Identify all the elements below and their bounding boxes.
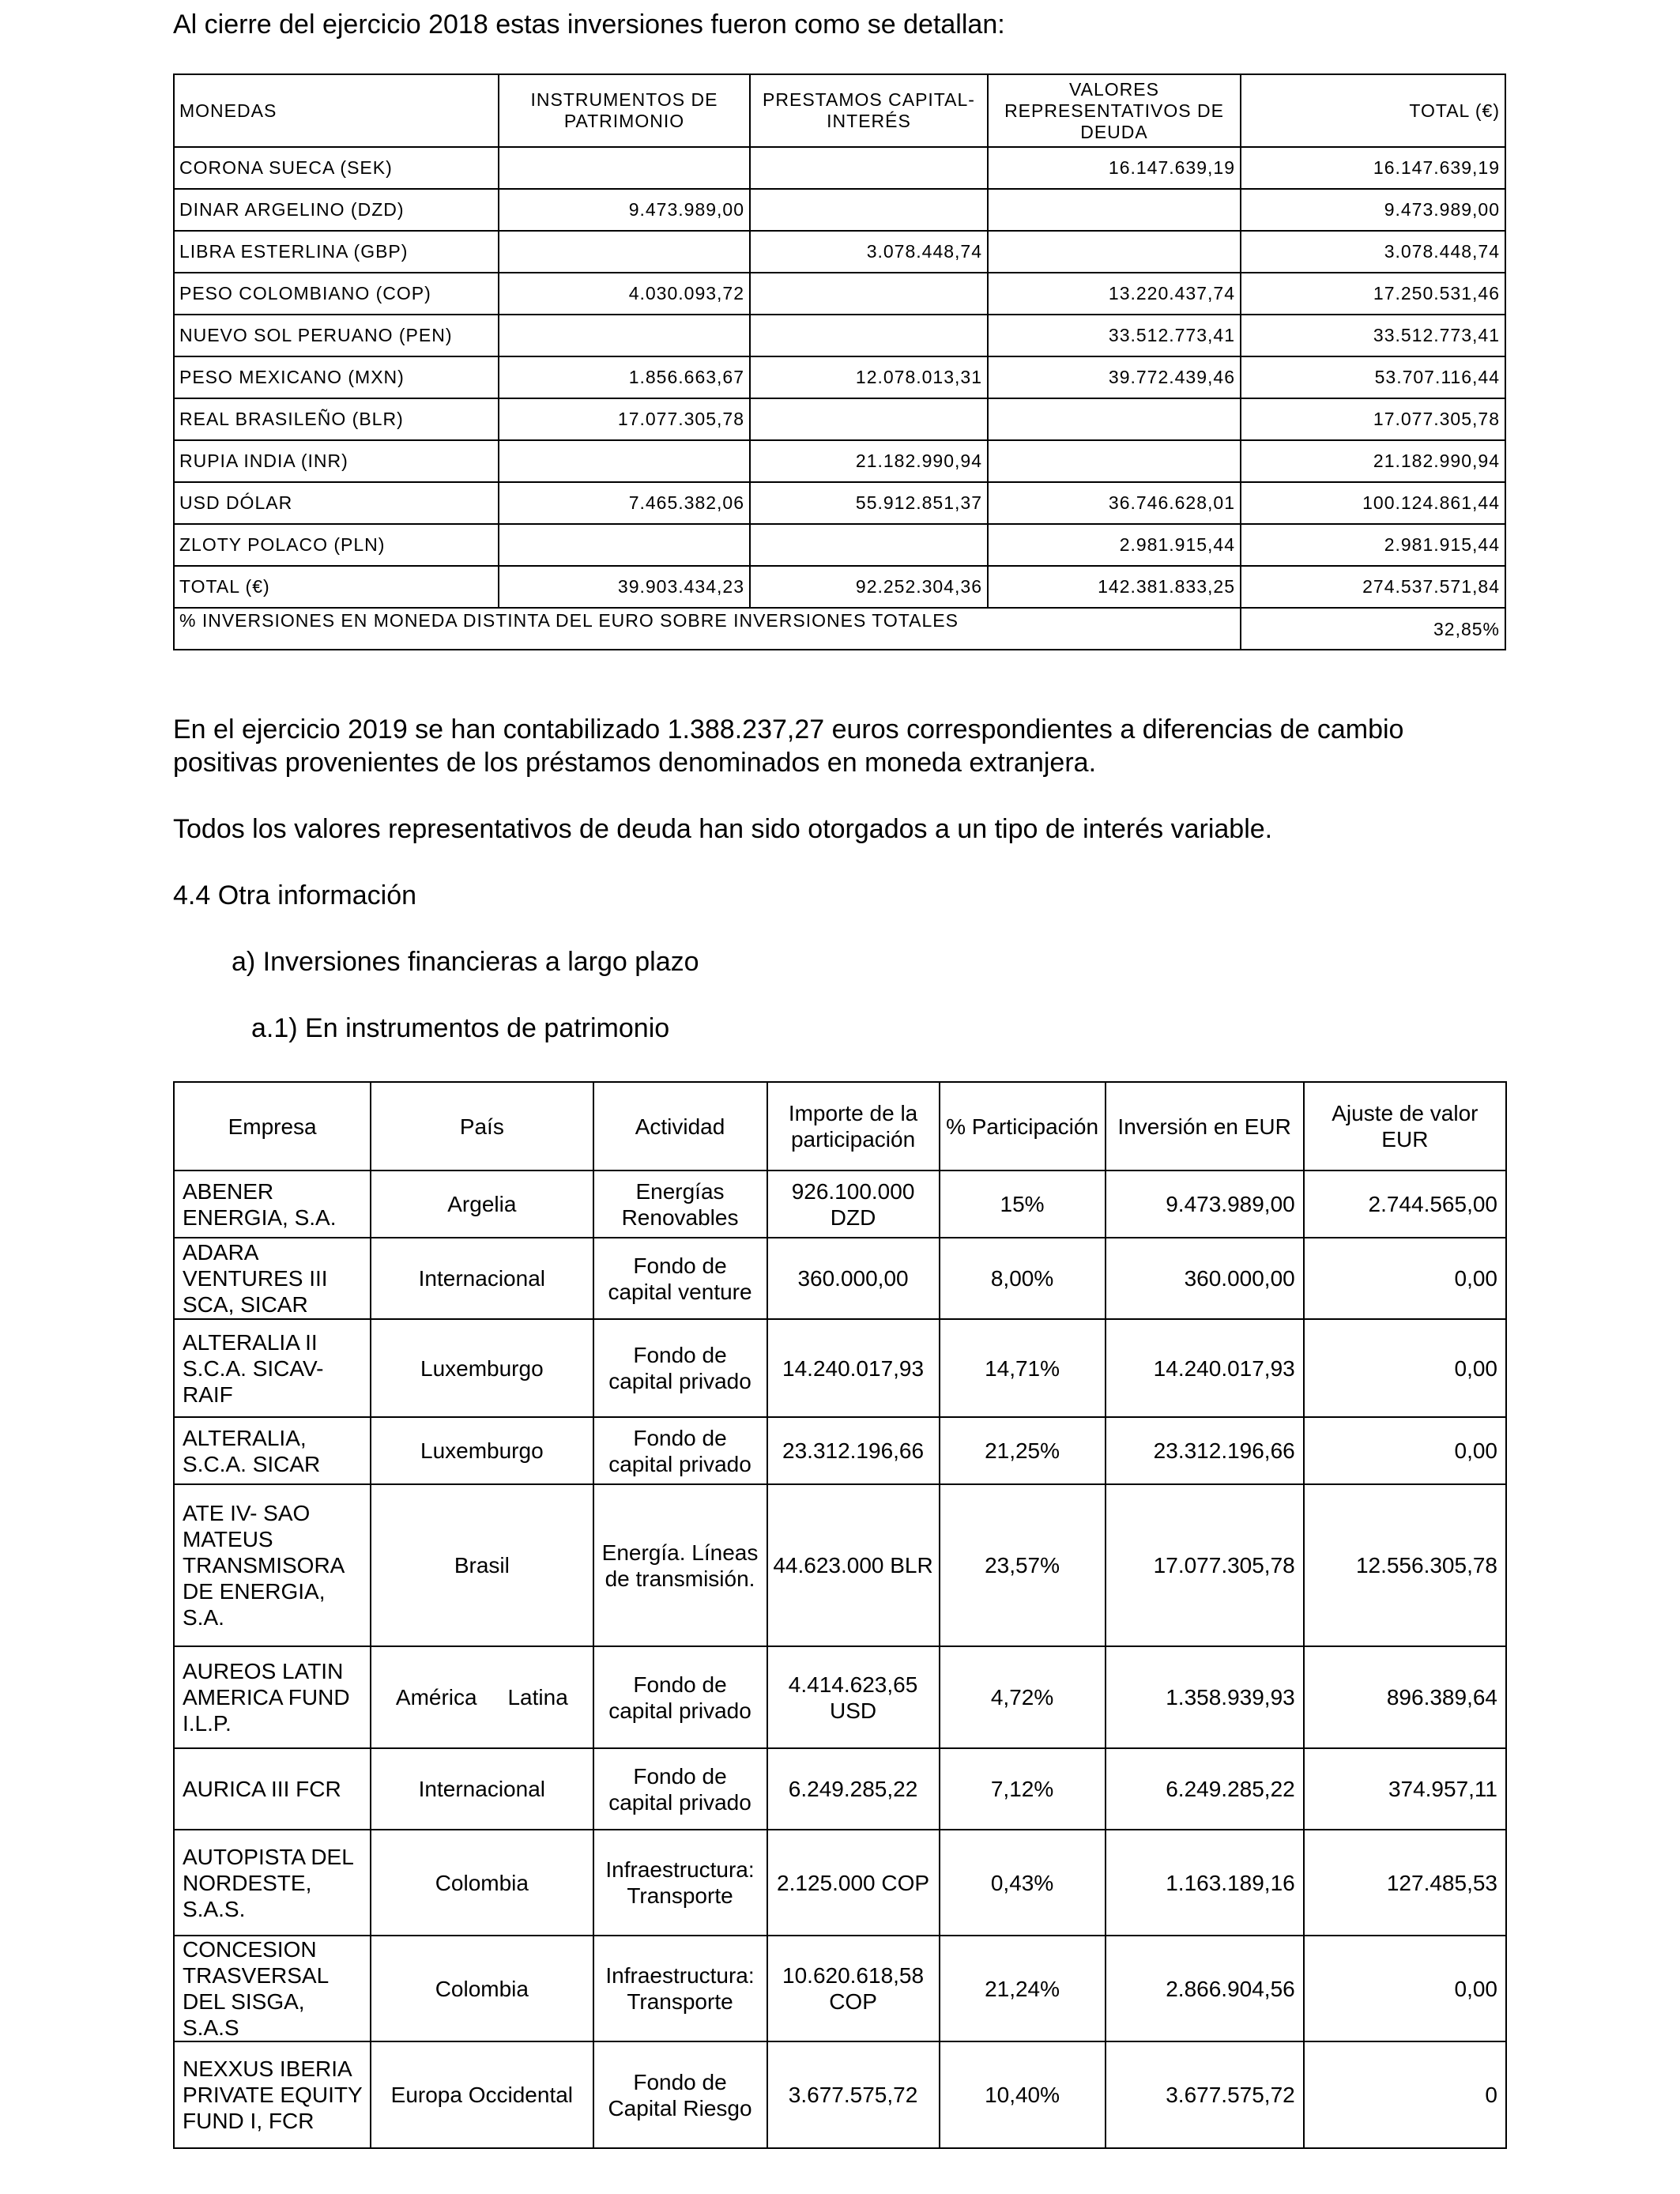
cell-currency: NUEVO SOL PERUANO (PEN) [174, 315, 499, 356]
cell-country: América Latina [371, 1646, 593, 1748]
cell-debt-securities: 16.147.639,19 [988, 147, 1241, 189]
cell-currency: CORONA SUECA (SEK) [174, 147, 499, 189]
cell-percentage: 23,57% [940, 1484, 1106, 1646]
table-row [174, 524, 1505, 566]
cell-debt-securities [988, 231, 1241, 273]
cell-country: Colombia [371, 1830, 593, 1936]
cell-total: 274.537.571,84 [1241, 566, 1505, 608]
cell-investment-eur: 6.249.285,22 [1106, 1748, 1304, 1830]
cell-total: 16.147.639,19 [1241, 147, 1505, 189]
header-total: TOTAL (€) [1241, 74, 1505, 147]
table-row [174, 315, 1505, 356]
header-prestamos: PRESTAMOS CAPITAL-INTERÉS [750, 74, 988, 147]
table-row [174, 398, 1505, 440]
header-monedas: MONEDAS [174, 74, 499, 147]
cell-percentage: 14,71% [940, 1319, 1106, 1417]
cell-debt-securities [988, 189, 1241, 231]
cell-loans: 21.182.990,94 [750, 440, 988, 482]
cell-amount: 2.125.000 COP [767, 1830, 940, 1936]
table-row [174, 1936, 1506, 2041]
cell-amount: 3.677.575,72 [767, 2041, 940, 2148]
cell-percentage: 7,12% [940, 1748, 1106, 1830]
cell-loans: 3.078.448,74 [750, 231, 988, 273]
cell-country: Internacional [371, 1238, 593, 1319]
header-valores: VALORES REPRESENTATIVOS DE DEUDA [988, 74, 1241, 147]
cell-amount: 14.240.017,93 [767, 1319, 940, 1417]
cell-activity: Fondo de Capital Riesgo [593, 2041, 767, 2148]
table-row [174, 1238, 1506, 1319]
cell-investment-eur: 360.000,00 [1106, 1238, 1304, 1319]
cell-investment-eur: 1.163.189,16 [1106, 1830, 1304, 1936]
cell-equity-instruments: 9.473.989,00 [499, 189, 750, 231]
table-header-row [174, 74, 1505, 147]
cell-equity-instruments [499, 315, 750, 356]
cell-total: 17.250.531,46 [1241, 273, 1505, 315]
header-importe: Importe de la participación [767, 1082, 940, 1171]
cell-debt-securities [988, 440, 1241, 482]
cell-percentage: 10,40% [940, 2041, 1106, 2148]
cell-company: AURICA III FCR [174, 1748, 371, 1830]
cell-amount: 926.100.000 DZD [767, 1171, 940, 1238]
table-row [174, 1171, 1506, 1238]
cell-company: ALTERALIA II S.C.A. SICAV-RAIF [174, 1319, 371, 1417]
cell-value-adjustment: 0 [1304, 2041, 1506, 2148]
intro-text: Al cierre del ejercicio 2018 estas inversiones fueron como se detallan: [173, 9, 1005, 40]
cell-loans [750, 189, 988, 231]
table-row [174, 440, 1505, 482]
header-instrumentos: INSTRUMENTOS DE PATRIMONIO [499, 74, 750, 147]
cell-percentage: 15% [940, 1171, 1106, 1238]
cell-total: 53.707.116,44 [1241, 356, 1505, 398]
cell-percentage: 0,43% [940, 1830, 1106, 1936]
cell-investment-eur: 9.473.989,00 [1106, 1171, 1304, 1238]
cell-percentage: 8,00% [940, 1238, 1106, 1319]
cell-company: ATE IV- SAO MATEUS TRANSMISORA DE ENERGIA, S.A. [174, 1484, 371, 1646]
cell-value-adjustment: 0,00 [1304, 1417, 1506, 1484]
cell-loans [750, 147, 988, 189]
cell-currency: PESO MEXICANO (MXN) [174, 356, 499, 398]
footer-label: % INVERSIONES EN MONEDA DISTINTA DEL EURO SOBRE INVERSIONES TOTALES [174, 608, 1241, 650]
cell-amount: 23.312.196,66 [767, 1417, 940, 1484]
cell-loans: 92.252.304,36 [750, 566, 988, 608]
cell-investment-eur: 3.677.575,72 [1106, 2041, 1304, 2148]
cell-company: ABENER ENERGIA, S.A. [174, 1171, 371, 1238]
footer-value: 32,85% [1241, 608, 1505, 650]
cell-value-adjustment: 374.957,11 [1304, 1748, 1506, 1830]
cell-activity: Energías Renovables [593, 1171, 767, 1238]
cell-loans [750, 398, 988, 440]
cell-debt-securities [988, 398, 1241, 440]
header-pais: País [371, 1082, 593, 1171]
table-row [174, 189, 1505, 231]
cell-company: AUREOS LATIN AMERICA FUND I.L.P. [174, 1646, 371, 1748]
table-row [174, 356, 1505, 398]
cell-country: Colombia [371, 1936, 593, 2041]
cell-amount: 4.414.623,65 USD [767, 1646, 940, 1748]
cell-loans: 12.078.013,31 [750, 356, 988, 398]
cell-investment-eur: 14.240.017,93 [1106, 1319, 1304, 1417]
table-row [174, 1484, 1506, 1646]
table-row [174, 273, 1505, 315]
cell-activity: Infraestructura: Transporte [593, 1830, 767, 1936]
cell-value-adjustment: 2.744.565,00 [1304, 1171, 1506, 1238]
cell-amount: 44.623.000 BLR [767, 1484, 940, 1646]
section-title: 4.4 Otra información [173, 880, 417, 910]
cell-currency: TOTAL (€) [174, 566, 499, 608]
header-participacion: % Participación [940, 1082, 1106, 1171]
cell-investment-eur: 17.077.305,78 [1106, 1484, 1304, 1646]
table-row [174, 2041, 1506, 2148]
cell-country: Brasil [371, 1484, 593, 1646]
cell-percentage: 21,25% [940, 1417, 1106, 1484]
paragraph-variable-interest: Todos los valores representativos de deuda han sido otorgados a un tipo de interés variable. [173, 814, 1273, 844]
cell-activity: Fondo de capital privado [593, 1748, 767, 1830]
cell-activity: Fondo de capital privado [593, 1646, 767, 1748]
cell-debt-securities: 13.220.437,74 [988, 273, 1241, 315]
header-empresa: Empresa [174, 1082, 371, 1171]
table-row [174, 1319, 1506, 1417]
cell-value-adjustment: 0,00 [1304, 1936, 1506, 2041]
currency-investments-table [173, 74, 1506, 650]
cell-total: 9.473.989,00 [1241, 189, 1505, 231]
cell-currency: PESO COLOMBIANO (COP) [174, 273, 499, 315]
cell-equity-instruments [499, 524, 750, 566]
table-row [174, 482, 1505, 524]
cell-equity-instruments: 7.465.382,06 [499, 482, 750, 524]
cell-country: Argelia [371, 1171, 593, 1238]
cell-equity-instruments: 4.030.093,72 [499, 273, 750, 315]
cell-activity: Fondo de capital privado [593, 1319, 767, 1417]
cell-activity: Infraestructura: Transporte [593, 1936, 767, 2041]
cell-value-adjustment: 896.389,64 [1304, 1646, 1506, 1748]
cell-activity: Fondo de capital privado [593, 1417, 767, 1484]
cell-loans [750, 524, 988, 566]
table-row [174, 1646, 1506, 1748]
cell-investment-eur: 23.312.196,66 [1106, 1417, 1304, 1484]
cell-debt-securities: 142.381.833,25 [988, 566, 1241, 608]
cell-country: Luxemburgo [371, 1319, 593, 1417]
cell-amount: 360.000,00 [767, 1238, 940, 1319]
cell-amount: 10.620.618,58 COP [767, 1936, 940, 2041]
cell-equity-instruments [499, 147, 750, 189]
cell-loans [750, 273, 988, 315]
cell-company: ALTERALIA, S.C.A. SICAR [174, 1417, 371, 1484]
cell-equity-instruments: 39.903.434,23 [499, 566, 750, 608]
cell-currency: LIBRA ESTERLINA (GBP) [174, 231, 499, 273]
header-actividad: Actividad [593, 1082, 767, 1171]
cell-debt-securities: 33.512.773,41 [988, 315, 1241, 356]
paragraph-exchange-differences: En el ejercicio 2019 se han contabilizado 1.388.237,27 euros correspondientes a diferencias de cambio positivas provenientes de los préstamos denominados en moneda extranjera. [173, 714, 1404, 778]
total-row [174, 566, 1505, 608]
cell-activity: Energía. Líneas de transmisión. [593, 1484, 767, 1646]
cell-country: Europa Occidental [371, 2041, 593, 2148]
cell-currency: RUPIA INDIA (INR) [174, 440, 499, 482]
cell-company: CONCESION TRASVERSAL DEL SISGA, S.A.S [174, 1936, 371, 2041]
table-row [174, 231, 1505, 273]
cell-value-adjustment: 0,00 [1304, 1238, 1506, 1319]
cell-debt-securities: 36.746.628,01 [988, 482, 1241, 524]
header-inversion: Inversión en EUR [1106, 1082, 1304, 1171]
subsection-a: a) Inversiones financieras a largo plazo [232, 947, 699, 977]
cell-debt-securities: 2.981.915,44 [988, 524, 1241, 566]
table-header-row [174, 1082, 1506, 1171]
cell-total: 17.077.305,78 [1241, 398, 1505, 440]
cell-value-adjustment: 0,00 [1304, 1319, 1506, 1417]
cell-total: 21.182.990,94 [1241, 440, 1505, 482]
cell-company: AUTOPISTA DEL NORDESTE, S.A.S. [174, 1830, 371, 1936]
cell-value-adjustment: 127.485,53 [1304, 1830, 1506, 1936]
cell-loans [750, 315, 988, 356]
equity-instruments-table [173, 1081, 1507, 2149]
table-row [174, 147, 1505, 189]
cell-investment-eur: 1.358.939,93 [1106, 1646, 1304, 1748]
cell-percentage: 21,24% [940, 1936, 1106, 2041]
cell-amount: 6.249.285,22 [767, 1748, 940, 1830]
cell-equity-instruments: 1.856.663,67 [499, 356, 750, 398]
cell-currency: REAL BRASILEÑO (BLR) [174, 398, 499, 440]
cell-currency: DINAR ARGELINO (DZD) [174, 189, 499, 231]
table-row [174, 1748, 1506, 1830]
cell-currency: USD DÓLAR [174, 482, 499, 524]
subsection-a1: a.1) En instrumentos de patrimonio [251, 1013, 670, 1043]
cell-company: ADARA VENTURES III SCA, SICAR [174, 1238, 371, 1319]
cell-country: Luxemburgo [371, 1417, 593, 1484]
cell-total: 3.078.448,74 [1241, 231, 1505, 273]
cell-company: NEXXUS IBERIA PRIVATE EQUITY FUND I, FCR [174, 2041, 371, 2148]
cell-total: 100.124.861,44 [1241, 482, 1505, 524]
header-ajuste: Ajuste de valor EUR [1304, 1082, 1506, 1171]
cell-total: 2.981.915,44 [1241, 524, 1505, 566]
cell-equity-instruments: 17.077.305,78 [499, 398, 750, 440]
cell-currency: ZLOTY POLACO (PLN) [174, 524, 499, 566]
cell-percentage: 4,72% [940, 1646, 1106, 1748]
table-row [174, 1830, 1506, 1936]
cell-equity-instruments [499, 440, 750, 482]
cell-investment-eur: 2.866.904,56 [1106, 1936, 1304, 2041]
cell-total: 33.512.773,41 [1241, 315, 1505, 356]
cell-debt-securities: 39.772.439,46 [988, 356, 1241, 398]
footer-row [174, 608, 1505, 650]
cell-country: Internacional [371, 1748, 593, 1830]
cell-equity-instruments [499, 231, 750, 273]
cell-value-adjustment: 12.556.305,78 [1304, 1484, 1506, 1646]
cell-loans: 55.912.851,37 [750, 482, 988, 524]
cell-activity: Fondo de capital venture [593, 1238, 767, 1319]
table-row [174, 1417, 1506, 1484]
